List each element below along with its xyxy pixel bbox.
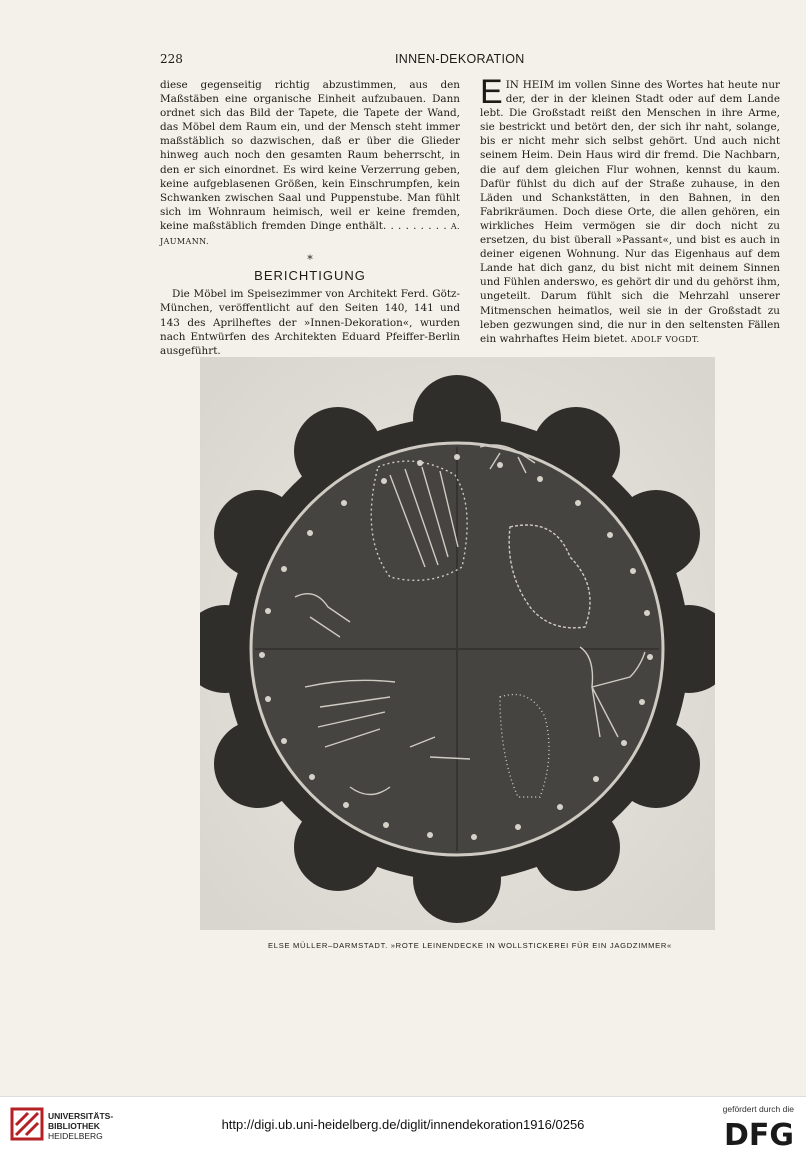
article-ending-text: diese gegenseitig richtig abzustimmen, aus den Maßstäben eine organische Einheit aufzubauen. Dann ordnet sich das Bild der Tapete, die Tapete der Wand, das Möbel dem Raum ein, und der Mensch steht immer maßstäblich so dazwischen, daß er über die Glieder hinweg auch noch den gesamten Raum beherrscht, in den er sich einordnet. Es wird keine Verzerrung geben, keine aufgeblasenen Größen, kein Einschrumpfen, kein Schwanken zwischen Saal und Puppenstube. Man fühlt sich im Wohnraum heimisch, weil er keine fremden, keine maßstäblich fremden Dinge enthält. . . . . . . . . [160,79,460,232]
article-heim [480,73,780,347]
embroidered-tablecloth-photo [200,357,715,930]
figure-caption: ELSE MÜLLER–DARMSTADT. »ROTE LEINENDECKE IN WOLLSTICKEREI FÜR EIN JAGDZIMMER« [268,941,672,950]
library-name-line-3: HEIDELBERG [48,1131,103,1141]
library-name-line-2: BIBLIOTHEK [48,1121,100,1131]
funder-note: gefördert durch die [722,1104,794,1114]
section-separator: * [307,253,313,267]
permalink-url[interactable]: http://digi.ub.uni-heidelberg.de/diglit/innendekoration1916/0256 [221,1117,585,1132]
page-number: 228 [160,52,183,66]
left-column [160,78,460,358]
correction-heading: BERICHTIGUNG [254,268,366,284]
drop-cap: E [480,73,503,111]
digitization-footer [0,1096,806,1155]
running-title: INNEN-DEKORATION [395,52,525,66]
right-column [480,73,780,347]
article-ending [160,78,460,249]
author-signature-vogdt: ADOLF VOGDT. [630,334,700,344]
library-name-line-1: UNIVERSITÄTS- [48,1111,114,1121]
correction-text: Die Möbel im Speisezimmer von Architekt Ferd. Götz-München, veröffentlicht auf den Seiten 140, 141 und 143 des Aprilheftes der »Innen-Dekoration«, wurden nach Entwürfen des Architekten Eduard Pfeiffer-Berlin ausgeführt. [160,288,460,357]
article-heim-text: IN HEIM im vollen Sinne des Wortes hat heute nur der, der in der kleinen Stadt oder auf dem Lande lebt. Die Großstadt reißt den Menschen in ihre Arme, sie bestrickt und betört den, der sich ihr naht, solange, bis er nicht mehr sich selbst gehört. Und auch nicht seinem Heim. Dein Haus wird dir fremd. Die Nachbarn, die auf dem gleichen Flur wohnen, kennst du kaum. Dafür fühlst du dich auf der Straße zuhause, in den Läden und Schankstätten, in den Bahnen, in den Fabrikräumen. Doch diese Orte, die allen gehören, ein wirkliches Heim vermögen sie dir doch nicht zu ersetzen, du bist überall »Passant«, und bist es auch in deiner eigenen Wohnung. Nur das Eigenhaus auf dem Lande hat dich ganz, du bist nicht mit deinem Sinnen und Fühlen anderswo, es gehört dir und du gehörst ihm, ungeteilt. Darum fühlt sich die Mehrzahl unserer Mitmenschen heimatlos, weil sie in der Großstadt zu leben gezwungen sind, die nur in den seltensten Fällen ein wahrhaftes Heim bietet. [480,79,780,345]
author-signature-jaumann: A. JAUMANN. [160,221,460,247]
dfg-logo: DFG [723,1118,794,1153]
